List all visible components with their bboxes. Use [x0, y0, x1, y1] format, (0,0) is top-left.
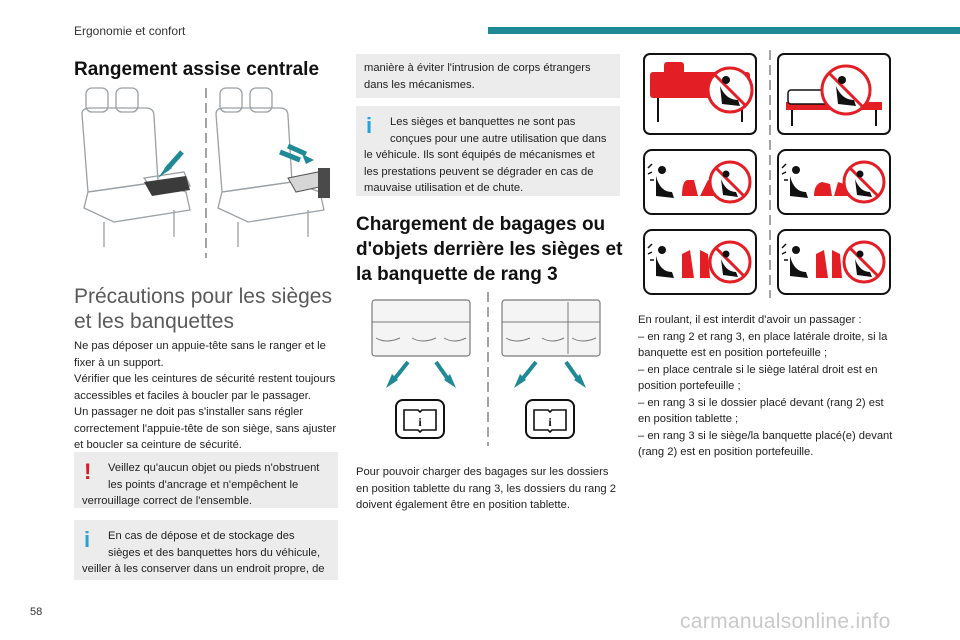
title-line: d'objets derrière les sièges et [356, 239, 623, 260]
list-item: – en rang 2 et rang 3, en place latérale droite, si la [638, 330, 888, 343]
title-chargement [356, 212, 626, 287]
text-line: en position tablette du rang 3, les dossiers du rang 2 [356, 482, 616, 495]
prohibited-passenger-text [638, 312, 908, 461]
warning-line: les points d'ancrage et n'empêchent le [108, 478, 299, 491]
watermark: carmanualsonline.info [680, 610, 891, 633]
text-line: (rang 2) est en position portefeuille. [638, 446, 814, 458]
list-item: – en rang 3 si le dossier placé devant (rang 2) est [638, 396, 884, 409]
warning-note [74, 452, 338, 508]
info-line: manière à éviter l'intrusion de corps étrangers [364, 62, 591, 74]
text-line: banquette est en position portefeuille ; [638, 347, 828, 359]
info-note-continued [356, 54, 620, 98]
text-line: position portefeuille ; [638, 380, 741, 392]
text-line: doivent également être en position tablette. [356, 499, 570, 511]
warning-icon: ! [84, 459, 92, 484]
figure-central-seat-storage [74, 82, 338, 262]
info-line: le véhicule. Ils sont équipés de mécanismes et [364, 149, 595, 161]
info-line: mauvaise utilisation et de chute. [364, 182, 524, 194]
info-icon: i [84, 527, 91, 552]
text-line: Pour pouvoir charger des bagages sur les dossiers [356, 466, 609, 478]
title-precautions-line2: et les banquettes [74, 310, 234, 333]
title-rangement: Rangement assise centrale [74, 59, 320, 80]
text-line: Ne pas déposer un appuie-tête sans le ranger et le [74, 340, 326, 352]
figure-prohibited-passenger [638, 50, 902, 298]
title-precautions-line1: Précautions pour les sièges [74, 285, 332, 308]
info-note-usage [356, 106, 620, 196]
info-icon: i [366, 113, 373, 138]
precautions-text [74, 338, 344, 454]
text-line: correctement l'appuie-tête de son siège, sans ajuster [74, 422, 337, 435]
section-header: Ergonomie et confort [74, 24, 186, 38]
info-line: dans les mécanismes. [364, 78, 475, 91]
warning-line: verrouillage correct de l'ensemble. [82, 495, 253, 507]
text-line: Vérifier que les ceintures de sécurité restent toujours [74, 373, 336, 385]
info-line: les prestations peuvent se dégrader en cas de [364, 165, 594, 178]
list-item: – en rang 3 si le siège/la banquette placé(e) devant [638, 429, 893, 442]
info-line: veiller à les conserver dans un endroit propre, de [82, 563, 325, 575]
list-item: – en place centrale si le siège latéral droit est en [638, 363, 878, 376]
svg-text:i: i [418, 415, 422, 429]
title-line: Chargement de bagages ou [356, 214, 606, 235]
title-line: la banquette de rang 3 [356, 264, 558, 285]
info-line: En cas de dépose et de stockage des [108, 530, 295, 542]
text-line: en position tablette ; [638, 413, 739, 425]
text-line: accessibles et faciles à boucler par le passager. [74, 389, 311, 402]
info-line: conçues pour une autre utilisation que dans [390, 132, 607, 145]
title-precautions [74, 284, 354, 334]
text-line: En roulant, il est interdit d'avoir un passager : [638, 314, 862, 326]
luggage-text [356, 464, 626, 514]
warning-line: Veillez qu'aucun objet ou pieds n'obstruent [108, 462, 320, 474]
info-line: sièges et des banquettes hors du véhicule, [108, 546, 321, 559]
info-line: Les sièges et banquettes ne sont pas [390, 116, 576, 128]
text-line: Un passager ne doit pas s'installer sans régler [74, 406, 304, 418]
info-note-storage [74, 520, 338, 580]
page-number: 58 [30, 606, 43, 618]
text-line: fixer à un support. [74, 356, 164, 369]
figure-luggage-loading [356, 288, 620, 448]
svg-text:i: i [548, 415, 552, 429]
text-line: et boucler sa ceinture de sécurité. [74, 439, 242, 451]
header-accent-bar [488, 27, 960, 34]
